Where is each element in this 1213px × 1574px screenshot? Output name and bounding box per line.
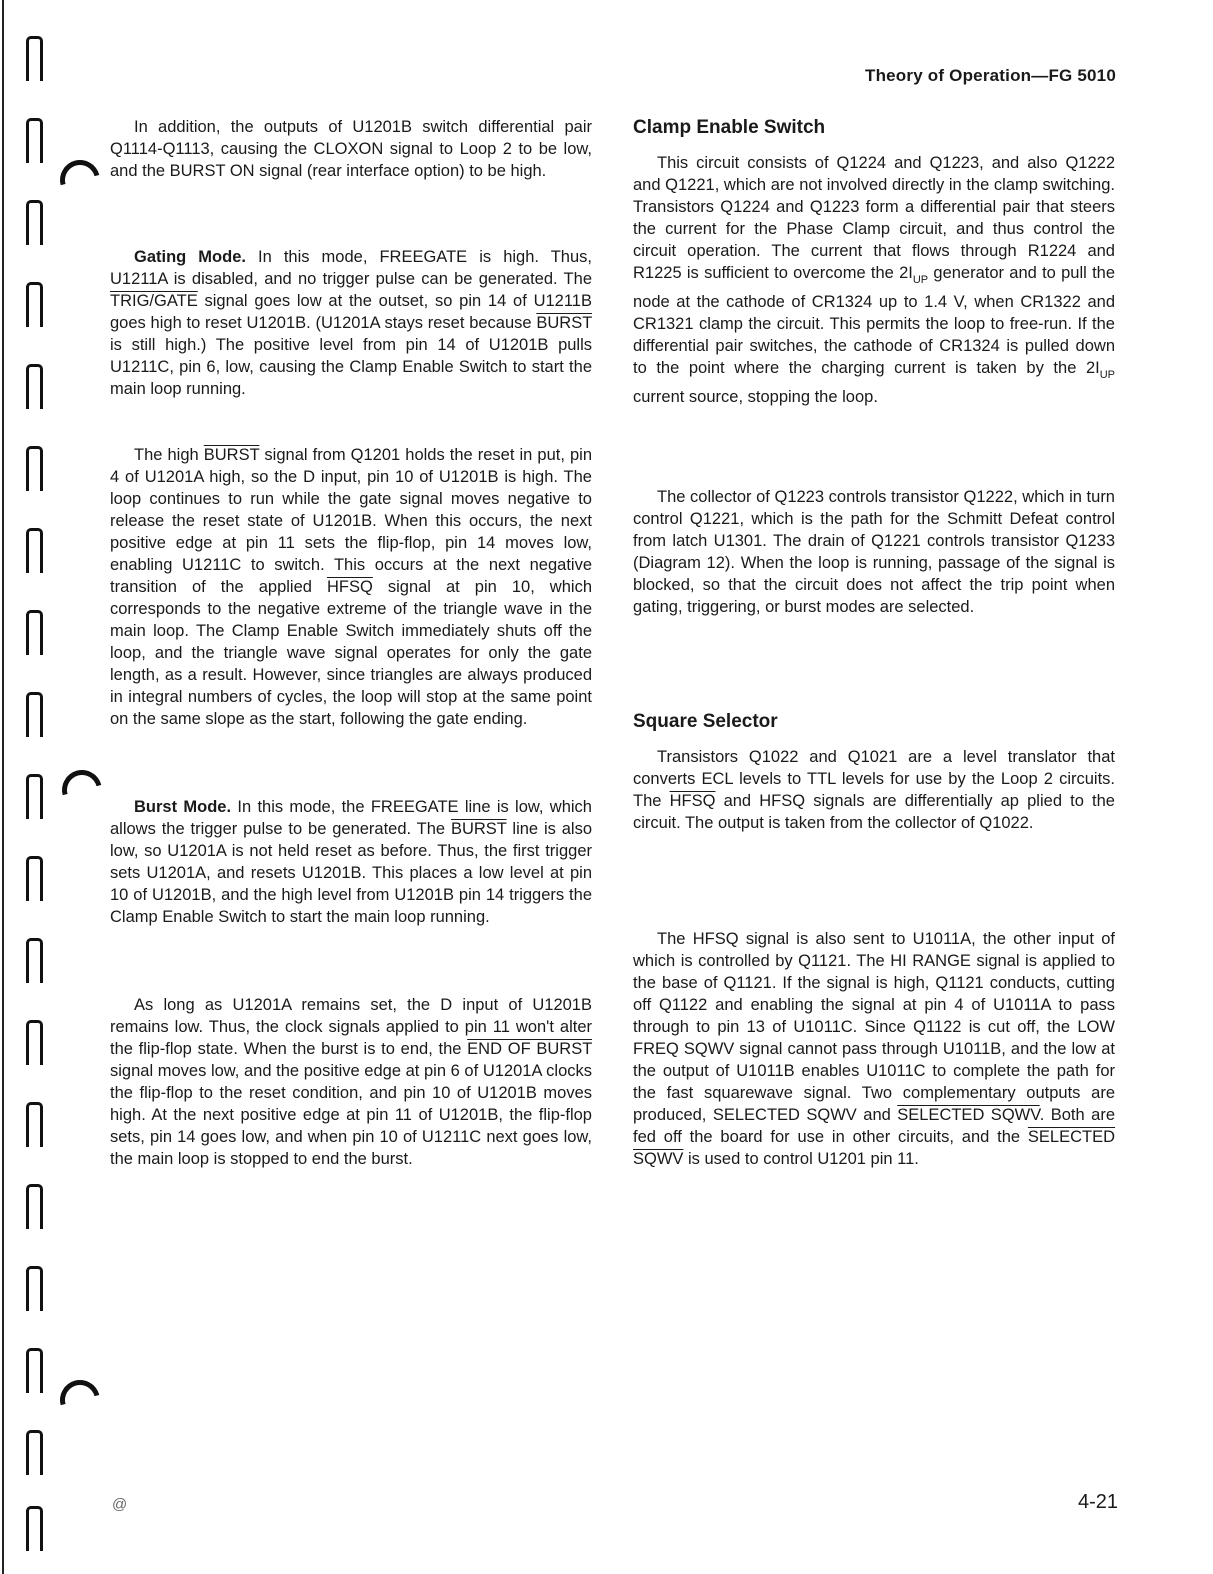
binder-hole bbox=[26, 1348, 43, 1393]
binder-hole bbox=[26, 1430, 43, 1475]
binder-hole bbox=[26, 118, 43, 163]
run-in-heading-gating: Gating Mode. bbox=[134, 248, 246, 266]
binder-hole bbox=[26, 1184, 43, 1229]
paragraph-burst-signal: The high BURST signal from Q1201 holds the reset in put, pin 4 of U1201A high, so the D input, pin 10 of U1201B is high. The loop continues to run while the gate signal moves negative to release the reset state of U1201B. When this occurs, the next positive edge at pin 11 sets the flip-flop, pin 14 moves low, enabling U1211C to switch. This occurs at the next negative transition of the applied HFSQ signal at pin 10, which corresponds to the negative extreme of the triangle wave in the main loop. The Clamp Enable Switch immediately shuts off the loop, and the triangle wave signal operates for only the gate length, as a result. However, since triangles are always produced in integral numbers of cycles, the loop will stop at the same point on the same slope as the start, following the gate ending. bbox=[110, 446, 593, 728]
paragraph-intro: In addition, the outputs of U1201B switch differential pair Q1114-Q1113, causing the CLOXON signal to Loop 2 to be low, and the BURST ON signal (rear interface option) to be high. bbox=[110, 118, 592, 180]
binder-ring-mark bbox=[55, 763, 110, 818]
binder-hole bbox=[26, 446, 43, 491]
binder-hole bbox=[26, 1506, 43, 1551]
paragraph-burst-mode: Burst Mode. In this mode, the FREEGATE line is low, which allows the trigger pulse to be generated. The BURST line is also low, so U1201A is not held reset as before. Thus, the first trigger sets U1201A, and resets U1201B. This places a low level at pin 10 of U1201B, and the high level from U1201B pin 14 triggers the Clamp Enable Switch to start the main loop running. bbox=[110, 798, 592, 926]
paragraph-level-translator: Transistors Q1022 and Q1021 are a level translator that converts ECL levels to TTL levels for use by the Loop 2 circuits. The HFSQ and HFSQ signals are differentially ap plied to the circuit. The output is taken from the collector of Q1022. bbox=[633, 748, 1115, 832]
binder-hole bbox=[26, 282, 43, 327]
binder-hole bbox=[26, 610, 43, 655]
binder-hole bbox=[26, 36, 43, 81]
paragraph-burst-end: As long as U1201A remains set, the D input of U1201B remains low. Thus, the clock signals applied to pin 11 won't alter the flip-flop state. When the burst is to end, the END OF BURST signal moves low, and the positive edge at pin 6 of U1201A clocks the flip-flop to the reset condition, and pin 10 of U1201B moves high. At the next positive edge at pin 11 of U1201B, the flip-flop sets, pin 14 goes low, and when pin 10 of U1211C next goes low, the main loop is stopped to end the burst. bbox=[110, 996, 592, 1168]
run-in-heading-burst: Burst Mode. bbox=[134, 798, 232, 816]
footer-mark: @ bbox=[112, 1496, 128, 1513]
binder-hole bbox=[26, 1266, 43, 1311]
binder-ring-mark bbox=[53, 153, 108, 208]
paragraph-gating-mode: Gating Mode. In this mode, FREEGATE is high. Thus, U1211A is disabled, and no trigger pulse can be generated. The TRIG/GATE signal goes low at the outset, so pin 14 of U1211B goes high to reset U1201B. (U1201A stays reset because BURST is still high.) The positive level from pin 14 of U1201B pulls U1211C, pin 6, low, causing the Clamp Enable Switch to start the main loop running. bbox=[110, 248, 592, 398]
paragraph-hfsq-signal: The HFSQ signal is also sent to U1011A, the other input of which is controlled by Q1121. The HI RANGE signal is applied to the base of Q1121. If the signal is high, Q1121 conducts, cutting off Q1122 and enabling the signal at pin 4 of U1011A to pass through to pin 13 of U1011C. Since Q1122 is cut off, the LOW FREQ SQWV signal cannot pass through U1011B, and the low at the output of U1011B enables U1011C to complete the path for the fast squarewave signal. Two complementary outputs are produced, SELECTED SQWV and SELECTED SQWV. Both are fed off the board for use in other circuits, and the SELECTED SQWV is used to control U1201 pin 11. bbox=[633, 930, 1115, 1168]
binder-hole bbox=[26, 692, 43, 737]
page-number: 4-21 bbox=[1077, 1491, 1118, 1513]
binder-hole bbox=[26, 938, 43, 983]
paragraph-collector: The collector of Q1223 controls transistor Q1222, which in turn control Q1221, which is the path for the Schmitt Defeat control from latch U1301. The drain of Q1221 controls transistor Q1233 (Diagram 12). When the loop is running, passage of the signal is blocked, so that the circuit does not affect the trip point when gating, triggering, or burst modes are selected. bbox=[633, 488, 1115, 616]
binder-hole bbox=[26, 856, 43, 901]
page-edge bbox=[2, 0, 4, 1574]
binder-ring-mark bbox=[53, 1373, 108, 1428]
binder-hole bbox=[26, 774, 43, 819]
binder-hole bbox=[26, 200, 43, 245]
running-header: Theory of Operation—FG 5010 bbox=[864, 66, 1116, 85]
binder-hole bbox=[26, 1102, 43, 1147]
binder-margin bbox=[0, 0, 110, 1574]
binder-hole bbox=[26, 1020, 43, 1065]
section-heading-square-selector: Square Selector bbox=[633, 711, 778, 732]
paragraph-clamp-circuit: This circuit consists of Q1224 and Q1223, and also Q1222 and Q1221, which are not involved directly in the clamp switching. Transistors Q1224 and Q1223 form a differential pair that steers the current for the Phase Clamp circuit, and thus control the circuit operation. The current that flows through R1224 and R1225 is sufficient to overcome the $2I_{UP}$ generator and to pull the node at the cathode of CR1324 up to 1.4 V, when CR1322 and CR1321 clamp the circuit. This permits the loop to free-run. If the differential pair switches, the cathode of CR1324 is pulled down to the point where the charging current is taken by the $2I_{UP}$ current source, stopping the loop. bbox=[633, 154, 1116, 406]
section-heading-clamp-enable: Clamp Enable Switch bbox=[633, 117, 826, 138]
binder-hole bbox=[26, 364, 43, 409]
binder-hole bbox=[26, 528, 43, 573]
